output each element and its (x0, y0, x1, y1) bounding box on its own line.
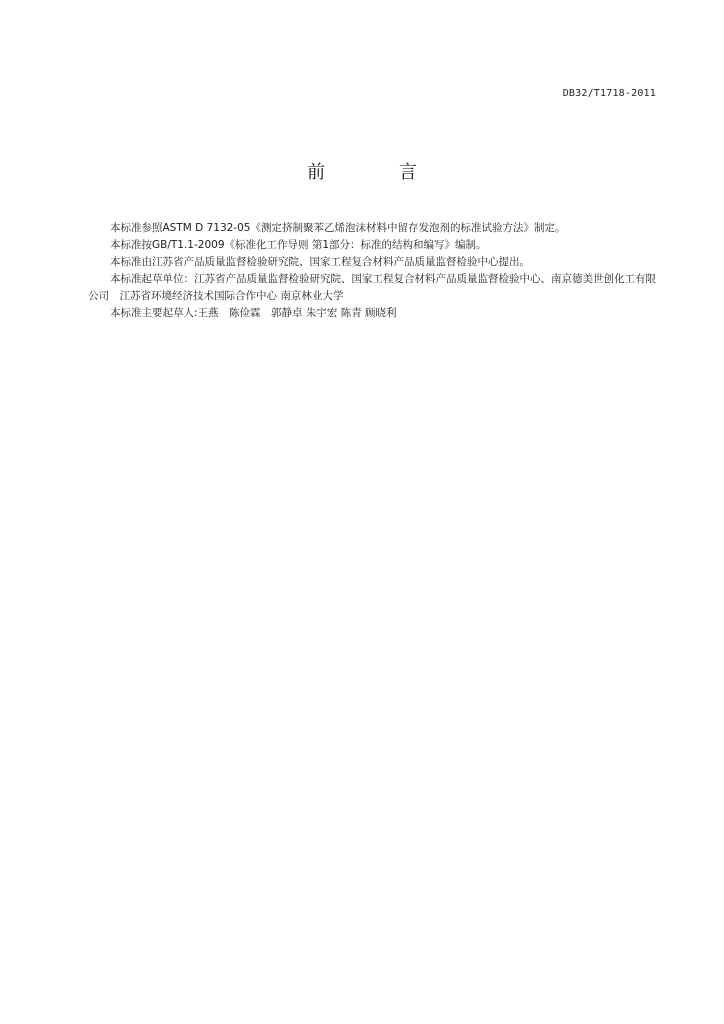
paragraph-drafters: 本标准主要起草人:王燕 陈俭霖 郭静卓 朱宇宏 陈青 顾晓利 (110, 307, 397, 319)
paragraph-drafting-units: 本标准起草单位：江苏省产品质量监督检验研究院、国家工程复合材料产品质量监督检验中心、南京德美世创化工有限公司 江苏省环境经济技术国际合作中心 南京林业大学 (88, 273, 656, 302)
paragraph-proposer: 本标准由江苏省产品质量监督检验研究院、国家工程复合材料产品质量监督检验中心提出。 (110, 256, 530, 268)
foreword-body (88, 220, 660, 322)
document-code: DB32/T1718-2011 (562, 88, 656, 99)
page-title: 前 言 (307, 162, 451, 183)
paragraph-drafting-rules: 本标准按GB/T1.1-2009《标准化工作导则 第1部分：标准的结构和编写》编制。 (110, 239, 487, 251)
paragraph-reference-standard: 本标准参照ASTM D 7132-05《测定挤制聚苯乙烯泡沫材料中留存发泡剂的标准试验方法》制定。 (110, 222, 566, 234)
